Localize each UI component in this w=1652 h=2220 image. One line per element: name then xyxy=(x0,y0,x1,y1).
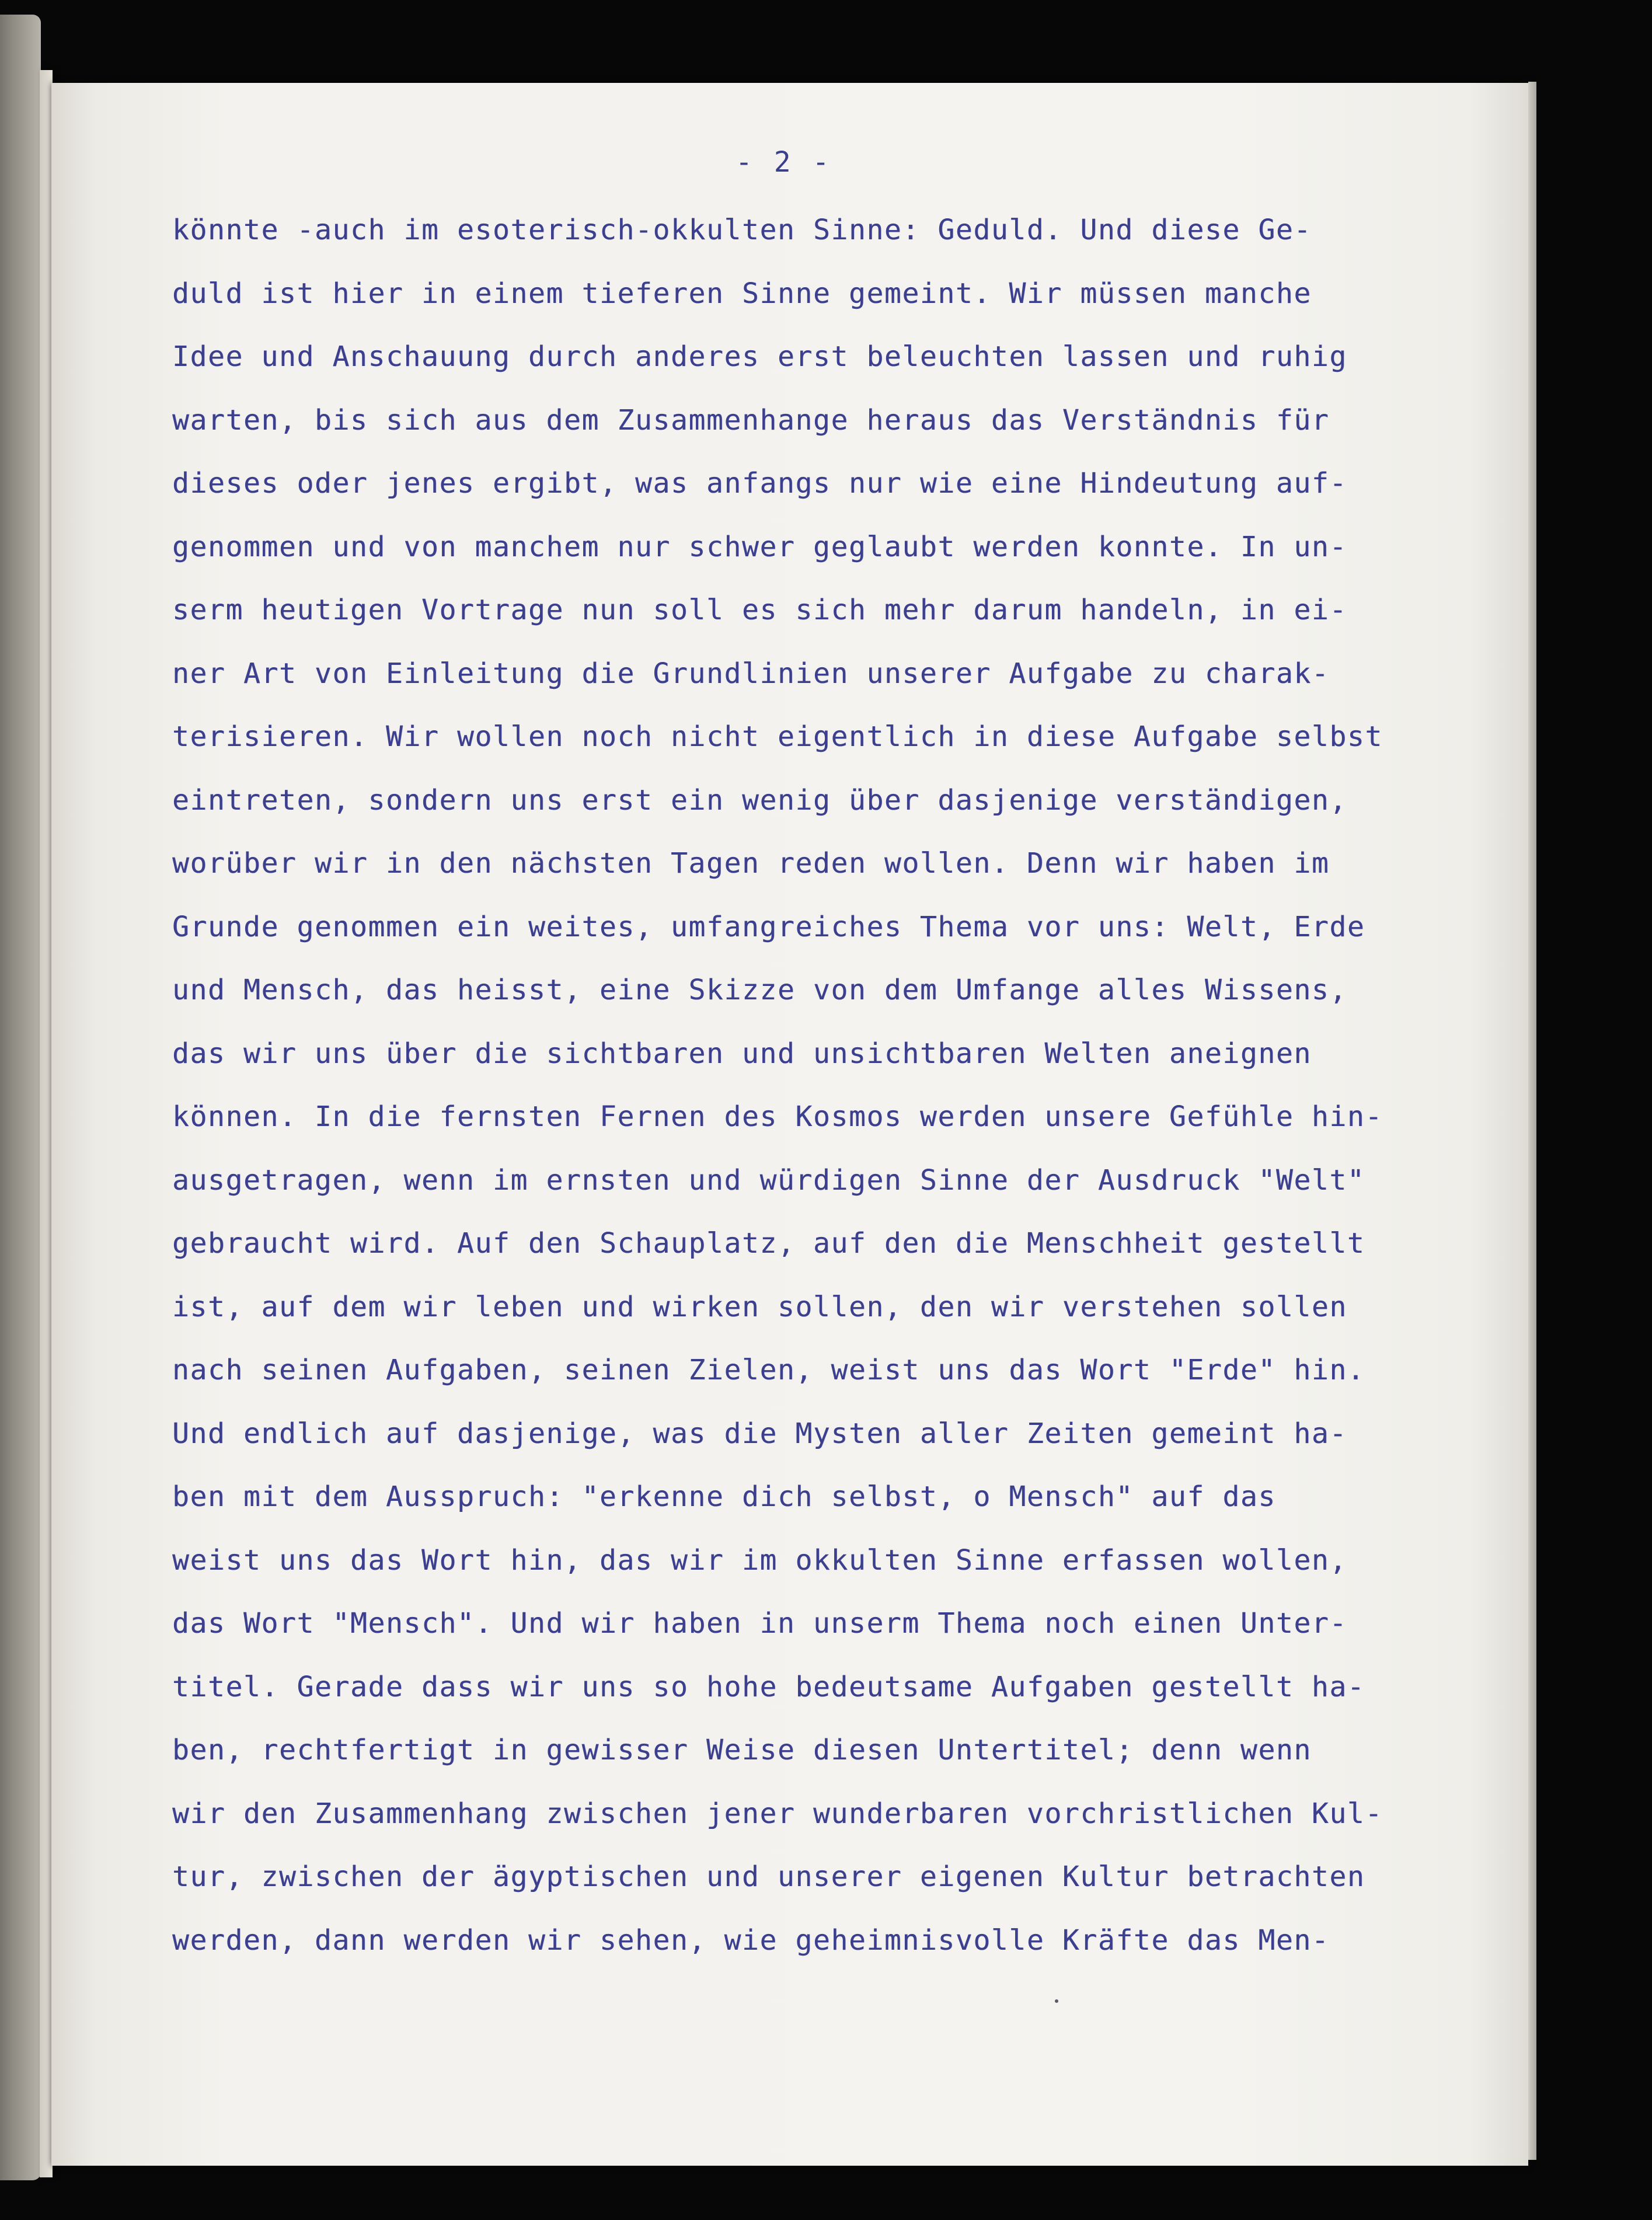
text-line: wir den Zusammenhang zwischen jener wunderbaren vorchristlichen Kul- xyxy=(172,1797,1383,1830)
text-line: Grunde genommen ein weites, umfangreiches Thema vor uns: Welt, Erde xyxy=(172,910,1365,943)
text-line: warten, bis sich aus dem Zusammenhange heraus das Verständnis für xyxy=(172,403,1330,437)
page-right-edge xyxy=(1528,82,1536,2160)
page-stack-edge xyxy=(40,70,53,2177)
text-line: worüber wir in den nächsten Tagen reden wollen. Denn wir haben im xyxy=(172,847,1330,880)
text-line: gebraucht wird. Auf den Schauplatz, auf den die Menschheit gestellt xyxy=(172,1227,1365,1260)
text-line: und Mensch, das heisst, eine Skizze von dem Umfange alles Wissens, xyxy=(172,974,1347,1006)
text-line: genommen und von manchem nur schwer geglaubt werden konnte. In un- xyxy=(172,530,1347,563)
text-line: Idee und Anschauung durch anderes erst beleuchten lassen und ruhig xyxy=(172,340,1347,373)
text-line: terisieren. Wir wollen noch nicht eigentlich in diese Aufgabe selbst xyxy=(172,720,1383,753)
page-number: - 2 - xyxy=(736,146,832,179)
text-line: werden, dann werden wir sehen, wie geheimnisvolle Kräfte das Men- xyxy=(172,1923,1330,1957)
text-line: ben, rechtfertigt in gewisser Weise diesen Untertitel; denn wenn xyxy=(172,1734,1312,1766)
typewritten-body xyxy=(172,198,1491,1972)
text-line: ausgetragen, wenn im ernsten und würdigen Sinne der Ausdruck "Welt" xyxy=(172,1163,1365,1197)
text-line: ist, auf dem wir leben und wirken sollen, den wir verstehen sollen xyxy=(172,1290,1347,1323)
text-line: nach seinen Aufgaben, seinen Zielen, weist uns das Wort "Erde" hin. xyxy=(172,1354,1365,1386)
text-line: ner Art von Einleitung die Grundlinien unserer Aufgabe zu charak- xyxy=(172,657,1330,690)
text-line: dieses oder jenes ergibt, was anfangs nur wie eine Hindeutung auf- xyxy=(172,467,1347,500)
text-line: eintreten, sondern uns erst ein wenig über dasjenige verständigen, xyxy=(172,783,1347,817)
paper-speck xyxy=(1055,1999,1058,2003)
text-line: das Wort "Mensch". Und wir haben in unserm Thema noch einen Unter- xyxy=(172,1607,1347,1640)
text-line: können. In die fernsten Fernen des Kosmos werden unsere Gefühle hin- xyxy=(172,1100,1383,1133)
text-line: tur, zwischen der ägyptischen und unserer eigenen Kultur betrachten xyxy=(172,1860,1365,1893)
text-line: ben mit dem Ausspruch: "erkenne dich selbst, o Mensch" auf das xyxy=(172,1480,1276,1513)
text-line: das wir uns über die sichtbaren und unsichtbaren Welten aneignen xyxy=(172,1037,1312,1070)
text-line: titel. Gerade dass wir uns so hohe bedeutsame Aufgaben gestellt ha- xyxy=(172,1670,1365,1703)
facing-page-edge xyxy=(0,15,41,2180)
text-line: duld ist hier in einem tieferen Sinne gemeint. Wir müssen manche xyxy=(172,277,1312,310)
text-line: Und endlich auf dasjenige, was die Mysten aller Zeiten gemeint ha- xyxy=(172,1417,1347,1450)
text-line: könnte -auch im esoterisch-okkulten Sinne: Geduld. Und diese Ge- xyxy=(172,214,1312,246)
text-line: serm heutigen Vortrage nun soll es sich mehr darum handeln, in ei- xyxy=(172,594,1347,626)
text-line: weist uns das Wort hin, das wir im okkulten Sinne erfassen wollen, xyxy=(172,1543,1347,1577)
